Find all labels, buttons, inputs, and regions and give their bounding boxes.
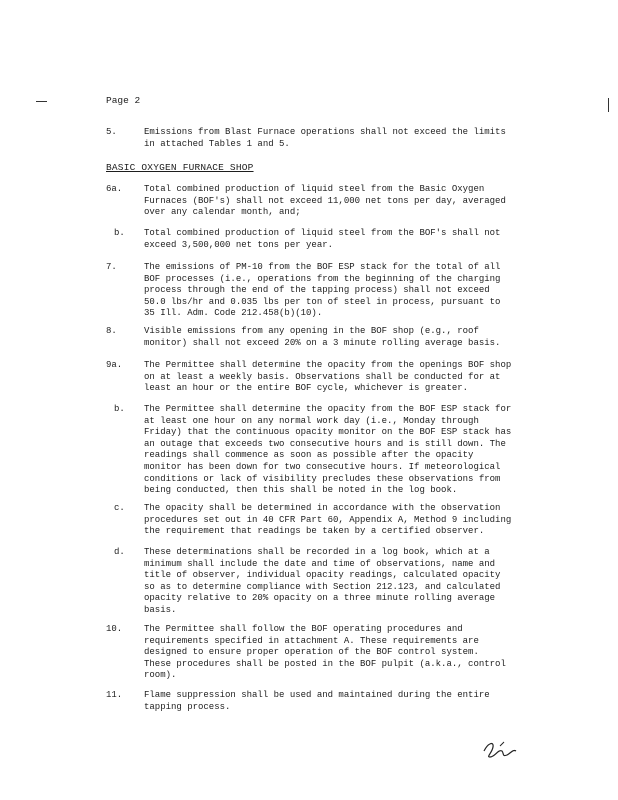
margin-dash	[36, 101, 47, 102]
paragraph-number: 5.	[106, 127, 117, 137]
paragraph-number: c.	[114, 503, 125, 513]
paragraph-text: The emissions of PM-10 from the BOF ESP stack for the total of all BOF processes (i.e., operations from the beginning of the charging process through the end of the tapping process) shall not exceed 50.0 lbs/hr and 0.035 lbs per ton of steel in process, pursuant to 35 Ill. Adm. Code 212.458(b)(10).	[144, 262, 501, 319]
paragraph-text: Visible emissions from any opening in the BOF shop (e.g., roof monitor) shall not exceed 20% on a 3 minute rolling average basis.	[144, 326, 501, 348]
paragraph-5	[106, 127, 546, 150]
paragraph-text: The Permittee shall determine the opacity from the BOF ESP stack for at least one hour on any normal work day (i.e., Monday through Friday) that the continuous opacity monitor on the BOF ESP stack has an outage that exceeds two consecutive hours and is still down. The readings shall commence as soon as possible after the opacity monitor has been down for two consecutive hours. If meteorological conditions or lack of visibility precludes these observations from being conducted, then this shall be noted in the log book.	[144, 404, 512, 496]
paragraph-number: 8.	[106, 326, 117, 336]
paragraph-6a	[106, 184, 546, 219]
paragraph-number: b.	[114, 228, 125, 238]
paragraph-9b	[106, 404, 546, 497]
paragraph-number: 9a.	[106, 360, 123, 370]
paragraph-text: Total combined production of liquid steel from the BOF's shall not exceed 3,500,000 net tons per year.	[144, 228, 501, 250]
paragraph-9d	[106, 547, 546, 617]
paragraph-10	[106, 624, 546, 682]
paragraph-8	[106, 326, 546, 349]
section-heading: BASIC OXYGEN FURNACE SHOP	[106, 162, 254, 173]
paragraph-text: The Permittee shall follow the BOF operating procedures and requirements specified in attachment A. These requirements are designed to ensure proper operation of the BOF control system. These procedures shall be posted in the BOF pulpit (a.k.a., control room).	[144, 624, 506, 681]
paragraph-number: 10.	[106, 624, 123, 634]
paragraph-number: b.	[114, 404, 125, 414]
paragraph-text: The Permittee shall determine the opacity from the openings BOF shop on at least a weekly basis. Observations shall be conducted for at least an hour or the entire BOF cycle, whichever is greater.	[144, 360, 512, 394]
paragraph-6b	[106, 228, 546, 251]
paragraph-11	[106, 690, 546, 713]
paragraph-7	[106, 262, 546, 320]
margin-mark	[608, 98, 609, 112]
paragraph-text: These determinations shall be recorded in a log book, which at a minimum shall include the date and time of observations, name and title of observer, individual opacity readings, calculated opacity so as to determine compliance with Section 212.123, and calculated opacity relative to 20% opacity on a three minute rolling average basis.	[144, 547, 501, 615]
paragraph-9a	[106, 360, 546, 395]
paragraph-text: Emissions from Blast Furnace operations shall not exceed the limits in attached Tables 1 and 5.	[144, 127, 506, 149]
paragraph-number: 11.	[106, 690, 123, 700]
paragraph-text: The opacity shall be determined in accordance with the observation procedures set out in 40 CFR Part 60, Appendix A, Method 9 including the requirement that readings be taken by a certified observer.	[144, 503, 512, 537]
paragraph-9c	[106, 503, 546, 538]
paragraph-text: Flame suppression shall be used and maintained during the entire tapping process.	[144, 690, 490, 712]
paragraph-text: Total combined production of liquid steel from the Basic Oxygen Furnaces (BOF's) shall not exceed 11,000 net tons per day, averaged over any calendar month, and;	[144, 184, 506, 218]
paragraph-number: 7.	[106, 262, 117, 272]
initials-signature	[480, 737, 520, 763]
paragraph-number: d.	[114, 547, 125, 557]
paragraph-number: 6a.	[106, 184, 123, 194]
page-label: Page 2	[106, 95, 141, 106]
